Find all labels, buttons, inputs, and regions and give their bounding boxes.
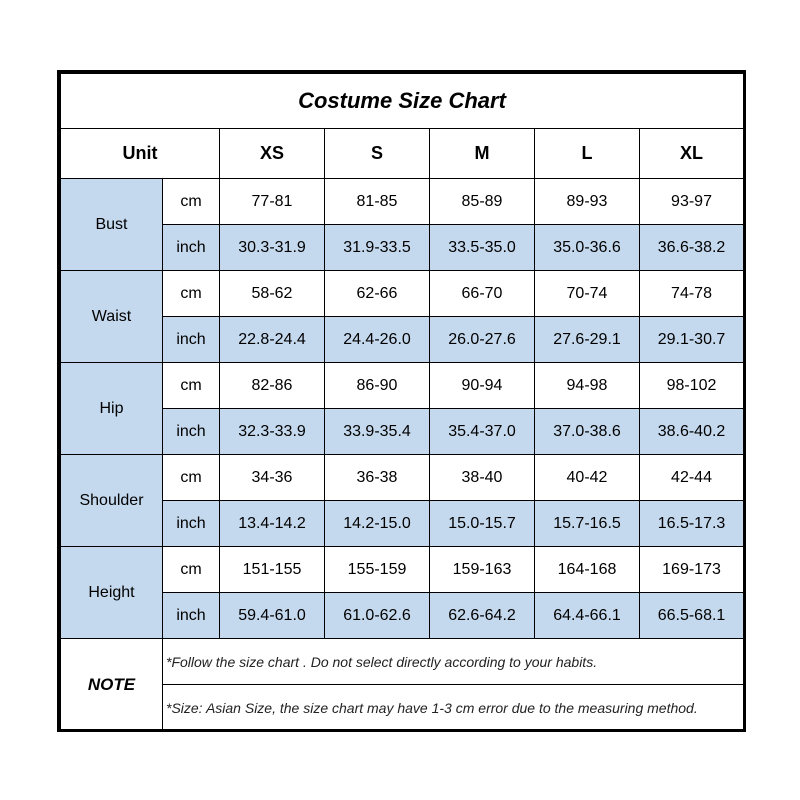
size-header-m: M (430, 129, 535, 179)
value-cell: 31.9-33.5 (325, 225, 430, 271)
value-cell: 33.9-35.4 (325, 409, 430, 455)
value-cell: 62-66 (325, 271, 430, 317)
value-cell: 22.8-24.4 (220, 317, 325, 363)
value-cell: 93-97 (640, 179, 744, 225)
size-header-xs: XS (220, 129, 325, 179)
value-cell: 61.0-62.6 (325, 593, 430, 639)
size-header-xl: XL (640, 129, 744, 179)
value-cell: 98-102 (640, 363, 744, 409)
unit-label-cm: cm (163, 363, 220, 409)
value-cell: 38.6-40.2 (640, 409, 744, 455)
value-cell: 15.0-15.7 (430, 501, 535, 547)
value-cell: 62.6-64.2 (430, 593, 535, 639)
size-chart (57, 70, 746, 732)
unit-label-cm: cm (163, 455, 220, 501)
value-cell: 159-163 (430, 547, 535, 593)
value-cell: 89-93 (535, 179, 640, 225)
value-cell: 24.4-26.0 (325, 317, 430, 363)
value-cell: 59.4-61.0 (220, 593, 325, 639)
value-cell: 35.0-36.6 (535, 225, 640, 271)
unit-label-cm: cm (163, 179, 220, 225)
size-chart-table (60, 73, 744, 731)
note-text: *Size: Asian Size, the size chart may have 1-3 cm error due to the measuring method. (163, 685, 744, 731)
table-row (61, 455, 744, 501)
value-cell: 13.4-14.2 (220, 501, 325, 547)
unit-label-cm: cm (163, 271, 220, 317)
unit-label-inch: inch (163, 501, 220, 547)
value-cell: 85-89 (430, 179, 535, 225)
value-cell: 155-159 (325, 547, 430, 593)
table-row (61, 317, 744, 363)
size-header-s: S (325, 129, 430, 179)
value-cell: 94-98 (535, 363, 640, 409)
value-cell: 40-42 (535, 455, 640, 501)
measurement-label-hip: Hip (61, 363, 163, 455)
note-row (61, 685, 744, 731)
value-cell: 58-62 (220, 271, 325, 317)
table-row (61, 225, 744, 271)
value-cell: 64.4-66.1 (535, 593, 640, 639)
table-row (61, 501, 744, 547)
value-cell: 36-38 (325, 455, 430, 501)
table-row (61, 409, 744, 455)
value-cell: 82-86 (220, 363, 325, 409)
measurement-label-shoulder: Shoulder (61, 455, 163, 547)
value-cell: 32.3-33.9 (220, 409, 325, 455)
value-cell: 164-168 (535, 547, 640, 593)
value-cell: 33.5-35.0 (430, 225, 535, 271)
unit-label-inch: inch (163, 317, 220, 363)
value-cell: 81-85 (325, 179, 430, 225)
note-label: NOTE (61, 639, 163, 731)
value-cell: 35.4-37.0 (430, 409, 535, 455)
value-cell: 77-81 (220, 179, 325, 225)
value-cell: 15.7-16.5 (535, 501, 640, 547)
table-row (61, 271, 744, 317)
measurement-label-height: Height (61, 547, 163, 639)
value-cell: 26.0-27.6 (430, 317, 535, 363)
size-header-l: L (535, 129, 640, 179)
value-cell: 37.0-38.6 (535, 409, 640, 455)
value-cell: 169-173 (640, 547, 744, 593)
table-row (61, 363, 744, 409)
value-cell: 66-70 (430, 271, 535, 317)
table-row (61, 593, 744, 639)
table-row (61, 179, 744, 225)
unit-label-inch: inch (163, 409, 220, 455)
value-cell: 70-74 (535, 271, 640, 317)
value-cell: 38-40 (430, 455, 535, 501)
value-cell: 86-90 (325, 363, 430, 409)
value-cell: 14.2-15.0 (325, 501, 430, 547)
value-cell: 66.5-68.1 (640, 593, 744, 639)
unit-label-inch: inch (163, 225, 220, 271)
unit-label-inch: inch (163, 593, 220, 639)
table-row (61, 547, 744, 593)
value-cell: 34-36 (220, 455, 325, 501)
value-cell: 151-155 (220, 547, 325, 593)
value-cell: 16.5-17.3 (640, 501, 744, 547)
measurement-label-bust: Bust (61, 179, 163, 271)
measurement-label-waist: Waist (61, 271, 163, 363)
value-cell: 74-78 (640, 271, 744, 317)
value-cell: 29.1-30.7 (640, 317, 744, 363)
unit-label-cm: cm (163, 547, 220, 593)
value-cell: 90-94 (430, 363, 535, 409)
value-cell: 30.3-31.9 (220, 225, 325, 271)
unit-header: Unit (61, 129, 220, 179)
chart-title: Costume Size Chart (61, 74, 744, 129)
note-row (61, 639, 744, 685)
note-text: *Follow the size chart . Do not select directly according to your habits. (163, 639, 744, 685)
value-cell: 27.6-29.1 (535, 317, 640, 363)
value-cell: 42-44 (640, 455, 744, 501)
value-cell: 36.6-38.2 (640, 225, 744, 271)
